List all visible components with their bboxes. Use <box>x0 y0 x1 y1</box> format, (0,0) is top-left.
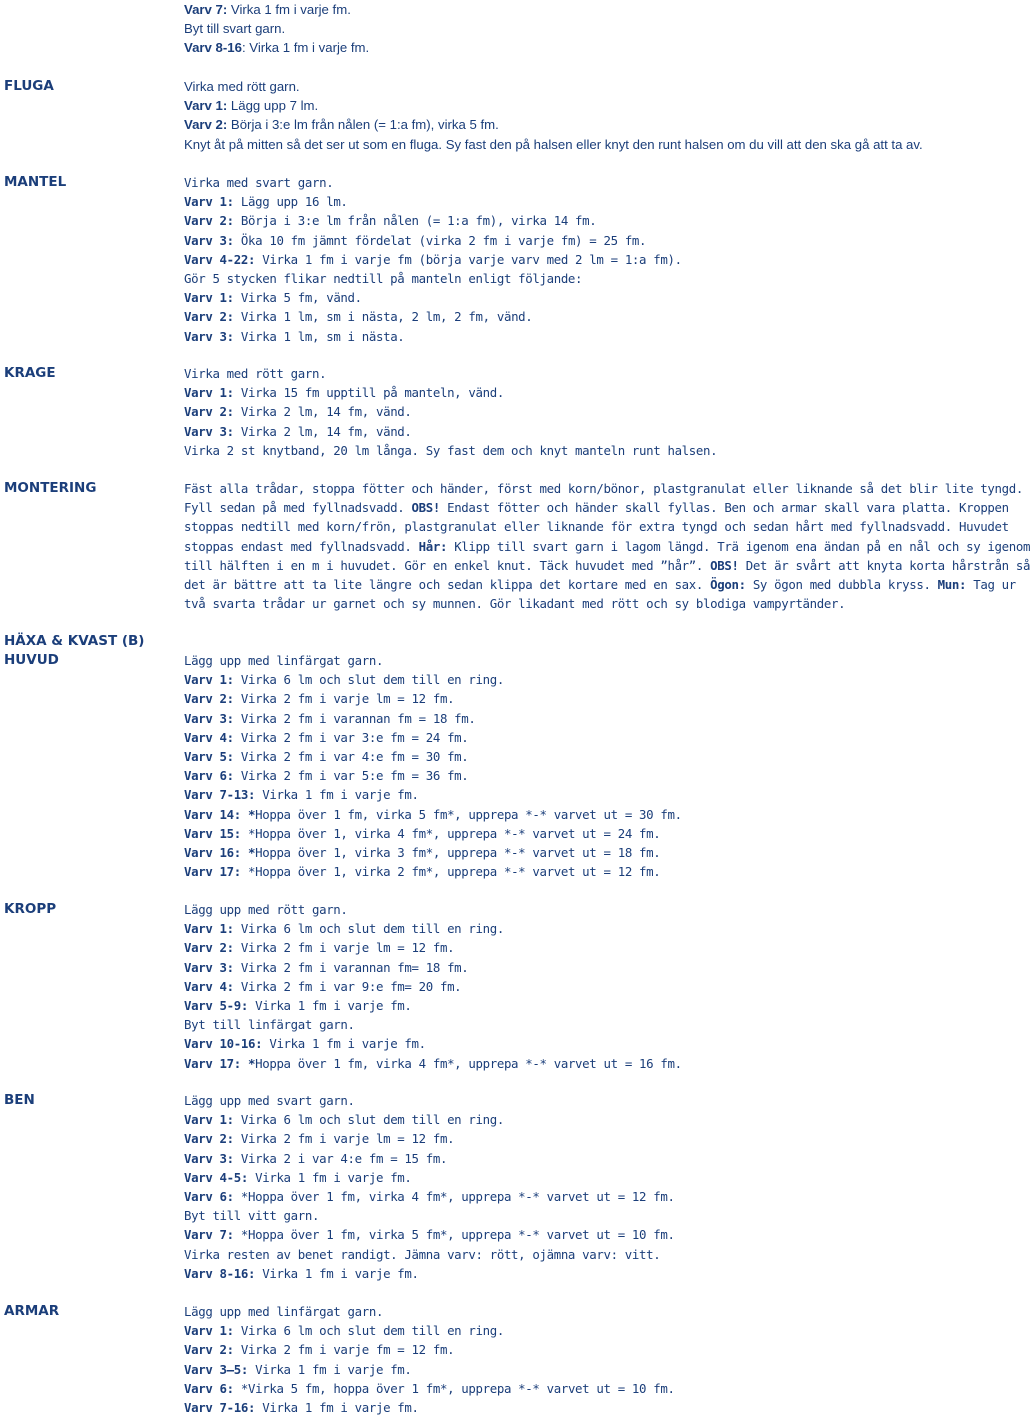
row-text: Virka 1 fm i varje fm. <box>255 1265 419 1281</box>
row-text: : Virka 1 fm i varje fm. <box>241 40 370 56</box>
instruction-line <box>184 977 958 996</box>
instruction-line <box>184 728 958 747</box>
instruction-line <box>184 135 958 154</box>
instruction-line <box>184 556 1030 575</box>
section-title-haxa: HÄXA & KVAST (B) <box>4 633 145 649</box>
row-label: Varv 4-5: <box>184 1169 248 1185</box>
instruction-line <box>184 517 1009 536</box>
instruction-line <box>184 537 1030 556</box>
row-label: Varv 1: <box>184 1323 234 1339</box>
row-text: Virka 2 fm i var 5:e fm = 36 fm. <box>233 768 469 784</box>
instruction-line <box>184 115 958 134</box>
row-text: Virka 2 fm i varannan fm= 18 fm. <box>233 959 469 975</box>
section-heading: KROPP <box>4 901 57 917</box>
row-label: Varv 2: <box>184 1342 234 1358</box>
instruction-line <box>184 364 958 383</box>
instruction-line <box>184 211 958 230</box>
row-text: Virka 2 fm i var 9:e fm= 20 fm. <box>233 978 462 994</box>
instruction-line <box>184 900 958 919</box>
instruction-line <box>184 1110 958 1129</box>
instruction-line <box>184 1015 958 1034</box>
row-label: Varv 2: <box>184 117 228 133</box>
row-text: Hoppa över 1 fm, virka 4 fm*, upprepa *-* varvet ut = 16 fm. <box>255 1055 682 1071</box>
instruction-line <box>184 747 958 766</box>
instruction-line <box>184 1206 958 1225</box>
instruction-line <box>184 1321 958 1340</box>
section-heading: ARMAR <box>4 1303 60 1319</box>
row-label: Varv 1: <box>184 921 234 937</box>
row-label: Varv 2: <box>184 691 234 707</box>
row-text: Virka 1 lm, sm i nästa. <box>233 328 405 344</box>
row-label: OBS! <box>710 557 739 573</box>
row-text: det är bättre att ta lite längre och sedan klippa det kortare med en sax. <box>184 577 711 593</box>
section-title-huvud: HUVUD <box>4 652 59 669</box>
row-label: Varv 17: * <box>184 1055 256 1071</box>
row-label: Varv 16: * <box>184 845 256 861</box>
row-label: Varv 10-16: <box>184 1036 263 1052</box>
row-text: Virka 6 lm och slut dem till en ring. <box>233 921 504 937</box>
instruction-line <box>184 1379 958 1398</box>
row-text: Virka 2 fm i varje lm = 12 fm. <box>233 1131 455 1147</box>
row-text: Byt till vitt garn. <box>184 1208 320 1224</box>
row-label: Varv 6: <box>184 1189 234 1205</box>
row-label: Varv 7: <box>184 2 228 17</box>
row-label: Varv 3: <box>184 423 234 439</box>
section-body <box>184 173 958 346</box>
row-label: Varv 14: * <box>184 806 256 822</box>
row-label: Varv 15: <box>184 825 241 841</box>
row-text: Virka 2 fm i varje lm = 12 fm. <box>233 940 455 956</box>
section-body <box>184 364 958 460</box>
row-text: stoppas endast med fyllnadsvadd. <box>184 538 419 554</box>
row-label: Varv 2: <box>184 309 234 325</box>
instruction-line <box>184 327 958 346</box>
row-label: Varv 3: <box>184 710 234 726</box>
instruction-line <box>184 1034 958 1053</box>
row-label: Varv 2: <box>184 213 234 229</box>
row-text: Börja i 3:e lm från nålen (= 1:a fm), virka 14 fm. <box>233 213 597 229</box>
instruction-line <box>184 1091 958 1110</box>
instruction-line <box>184 288 958 307</box>
row-text: till hälften i en m i huvudet. Gör en enkel knut. Täck huvudet med ”hår”. <box>184 557 711 573</box>
row-text: Virka 1 fm i varje fm. <box>227 2 351 17</box>
row-label: Varv 8-16: <box>184 1265 256 1281</box>
row-label: Varv 7-13: <box>184 787 256 803</box>
instruction-line <box>184 192 958 211</box>
instruction-line <box>184 77 958 96</box>
row-label: Varv 2: <box>184 1131 234 1147</box>
row-label: Varv 5: <box>184 749 234 765</box>
instruction-line <box>184 670 958 689</box>
instruction-line <box>184 785 958 804</box>
row-text: Virka 2 fm i varannan fm = 18 fm. <box>233 710 476 726</box>
row-text: Klipp till svart garn i lagom längd. Trä igenom ena ändan på en nål och sy igenom <box>447 538 1030 554</box>
instruction-line <box>184 575 1016 594</box>
section-heading <box>4 632 174 670</box>
row-text: Virka 1 fm i varje fm (börja varje varv med 2 lm = 1:a fm). <box>255 251 682 267</box>
row-text: Virka 1 fm i varje fm. <box>255 787 419 803</box>
row-text: *Hoppa över 1 fm, virka 4 fm*, upprepa *-* varvet ut = 12 fm. <box>233 1189 675 1205</box>
instruction-line <box>184 996 958 1015</box>
instruction-line <box>184 824 958 843</box>
row-label: Mun: <box>937 577 967 593</box>
row-text: Lägg upp med linfärgat garn. <box>184 1304 384 1319</box>
row-label: Varv 3–5: <box>184 1361 248 1377</box>
row-text: Virka 1 fm i varje fm. <box>248 1169 412 1185</box>
instruction-line <box>184 651 958 670</box>
instruction-line <box>184 1187 958 1206</box>
row-label: Varv 1: <box>184 290 234 306</box>
instruction-line <box>184 479 1023 498</box>
instruction-line <box>184 766 958 785</box>
row-text: två svarta trådar ur garnet och sy munnen. Gör likadant med rött och sy blodiga vampyrtänder. <box>184 596 846 612</box>
row-text: Virka 2 fm i varje fm = 12 fm. <box>233 1342 455 1358</box>
instruction-line <box>184 1054 958 1073</box>
row-text: stoppas nedtill med korn/frön, plastgranulat eller liknande för extra tyngd och sedan hårt med fyllnadsvadd. Huvudet <box>184 519 1009 535</box>
row-text: Virka 1 fm i varje fm. <box>262 1036 426 1052</box>
row-label: Hår: <box>418 538 448 554</box>
row-label: Varv 4: <box>184 729 234 745</box>
row-text: Tag ur <box>966 577 1016 593</box>
instruction-line <box>184 805 958 824</box>
row-text: Gör 5 stycken flikar nedtill på manteln enligt följande: <box>184 271 583 287</box>
instruction-line <box>184 269 958 288</box>
section-body <box>184 1302 958 1417</box>
row-text: *Hoppa över 1 fm, virka 5 fm*, upprepa *-* varvet ut = 10 fm. <box>233 1227 675 1243</box>
instruction-line <box>184 19 958 38</box>
row-text: Virka 1 fm i varje fm. <box>255 1400 419 1416</box>
instruction-line <box>184 919 958 938</box>
row-label: Varv 2: <box>184 940 234 956</box>
row-text: Lägg upp med linfärgat garn. <box>184 653 384 668</box>
instruction-line <box>184 307 958 326</box>
row-text: Öka 10 fm jämnt fördelat (virka 2 fm i varje fm) = 25 fm. <box>233 232 647 248</box>
instruction-line <box>184 594 958 613</box>
row-label: Varv 5-9: <box>184 998 248 1014</box>
instruction-line <box>184 1149 958 1168</box>
row-text: Lägg upp 16 lm. <box>233 194 348 210</box>
instruction-line <box>184 173 958 192</box>
row-text: *Hoppa över 1, virka 2 fm*, upprepa *-* varvet ut = 12 fm. <box>240 864 661 880</box>
row-label: Varv 3: <box>184 328 234 344</box>
row-text: Sy ögon med dubbla kryss. <box>745 577 938 593</box>
section-body <box>184 77 958 154</box>
row-text: Fäst alla trådar, stoppa fötter och händer, först med korn/bönor, plastgranulat eller liknande så det blir lite tyngd. <box>184 481 1023 496</box>
section-heading: BEN <box>4 1092 35 1108</box>
instruction-line <box>184 862 958 881</box>
row-text: Virka 2 lm, 14 fm, vänd. <box>233 423 412 439</box>
row-text: Lägg upp med svart garn. <box>184 1093 355 1108</box>
section-body <box>184 1091 958 1283</box>
row-text: Börja i 3:e lm från nålen (= 1:a fm), virka 5 fm. <box>227 117 499 133</box>
instruction-line <box>184 938 958 957</box>
instruction-line <box>184 250 958 269</box>
row-label: Varv 7-16: <box>184 1400 256 1416</box>
instruction-line <box>184 1302 958 1321</box>
instruction-line <box>184 1398 958 1417</box>
row-label: Varv 4-22: <box>184 251 256 267</box>
row-text: Virka 2 lm, 14 fm, vänd. <box>233 404 412 420</box>
instruction-line <box>184 1340 958 1359</box>
section-heading: KRAGE <box>4 365 56 381</box>
instruction-line <box>184 96 958 115</box>
row-text: Virka 2 i var 4:e fm = 15 fm. <box>233 1150 448 1166</box>
row-label: Varv 6: <box>184 1380 234 1396</box>
section-body <box>184 651 958 881</box>
row-text: Endast fötter och händer skall fyllas. Ben och armar skall vara platta. Kroppen <box>439 500 1009 516</box>
instruction-line <box>184 843 958 862</box>
row-text: Virka 2 fm i var 4:e fm = 30 fm. <box>233 749 469 765</box>
row-label: Varv 3: <box>184 232 234 248</box>
row-text: Virka 6 lm och slut dem till en ring. <box>233 1112 504 1128</box>
row-label: Varv 3: <box>184 1150 234 1166</box>
row-text: Virka 2 fm i varje lm = 12 fm. <box>233 691 455 707</box>
row-text: *Hoppa över 1, virka 4 fm*, upprepa *-* varvet ut = 24 fm. <box>240 825 661 841</box>
row-label: Varv 6: <box>184 768 234 784</box>
instruction-line <box>184 498 1009 517</box>
instruction-line <box>184 709 958 728</box>
row-label: Varv 1: <box>184 385 234 401</box>
row-text: Virka med rött garn. <box>184 366 327 381</box>
row-text: Virka 6 lm och slut dem till en ring. <box>233 1323 504 1339</box>
row-label: Varv 1: <box>184 194 234 210</box>
row-text: Hoppa över 1 fm, virka 5 fm*, upprepa *-* varvet ut = 30 fm. <box>255 806 682 822</box>
row-label: Varv 8-16 <box>184 40 242 56</box>
row-text: Lägg upp med rött garn. <box>184 902 348 917</box>
instruction-line <box>184 1264 958 1283</box>
instruction-line <box>184 689 958 708</box>
instruction-line <box>184 1225 958 1244</box>
row-text: Virka 5 fm, vänd. <box>233 290 362 306</box>
row-label: Varv 1: <box>184 672 234 688</box>
section-heading: MONTERING <box>4 480 97 496</box>
row-label: Varv 1: <box>184 1112 234 1128</box>
instruction-line <box>184 1360 958 1379</box>
section-heading: MANTEL <box>4 174 67 190</box>
instruction-line <box>184 1168 958 1187</box>
row-text: Virka 2 fm i var 3:e fm = 24 fm. <box>233 729 469 745</box>
instruction-line <box>184 422 958 441</box>
row-text: Fyll sedan på med fyllnadsvadd. <box>184 500 412 516</box>
row-text: Virka 6 lm och slut dem till en ring. <box>233 672 504 688</box>
instruction-line <box>184 38 958 57</box>
instruction-line <box>184 1245 958 1264</box>
row-label: Varv 2: <box>184 404 234 420</box>
row-text: Byt till linfärgat garn. <box>184 1017 355 1033</box>
row-text: Det är svårt att knyta korta hårstrån så <box>738 557 1030 573</box>
row-text: Virka resten av benet randigt. Jämna varv: rött, ojämna varv: vitt. <box>184 1246 661 1262</box>
instruction-line <box>184 383 958 402</box>
row-label: Varv 3: <box>184 959 234 975</box>
row-text: Virka med svart garn. <box>184 175 334 190</box>
row-text: Virka 1 fm i varje fm. <box>248 1361 412 1377</box>
instruction-line <box>184 441 958 460</box>
section-heading: FLUGA <box>4 78 54 94</box>
row-text: Virka med rött garn. <box>184 79 300 94</box>
instruction-line <box>184 0 958 19</box>
section-body <box>184 0 958 58</box>
row-label: Varv 7: <box>184 1227 234 1243</box>
row-text: Virka 1 fm i varje fm. <box>248 998 412 1014</box>
instruction-line <box>184 231 958 250</box>
instruction-line <box>184 958 958 977</box>
row-label: OBS! <box>411 500 440 516</box>
row-text: Lägg upp 7 lm. <box>227 98 319 114</box>
instruction-line <box>184 1129 958 1148</box>
section-body <box>184 479 1030 613</box>
row-text: *Virka 5 fm, hoppa över 1 fm*, upprepa *-* varvet ut = 10 fm. <box>233 1380 675 1396</box>
row-label: Varv 1: <box>184 98 228 114</box>
instruction-line <box>184 402 958 421</box>
row-label: Varv 17: <box>184 864 241 880</box>
section-body <box>184 900 958 1073</box>
row-label: Varv 4: <box>184 978 234 994</box>
row-text: Byt till svart garn. <box>184 21 286 37</box>
row-text: Knyt åt på mitten så det ser ut som en fluga. Sy fast den på halsen eller knyt den runt halsen om du vill att den ska gå att ta av. <box>184 136 923 152</box>
row-label: Ögon: <box>710 577 746 593</box>
row-text: Virka 1 lm, sm i nästa, 2 lm, 2 fm, vänd. <box>233 309 533 325</box>
row-text: Hoppa över 1, virka 3 fm*, upprepa *-* varvet ut = 18 fm. <box>255 845 661 861</box>
row-text: Virka 2 st knytband, 20 lm långa. Sy fast dem och knyt manteln runt halsen. <box>184 442 718 458</box>
row-text: Virka 15 fm upptill på manteln, vänd. <box>233 385 504 401</box>
